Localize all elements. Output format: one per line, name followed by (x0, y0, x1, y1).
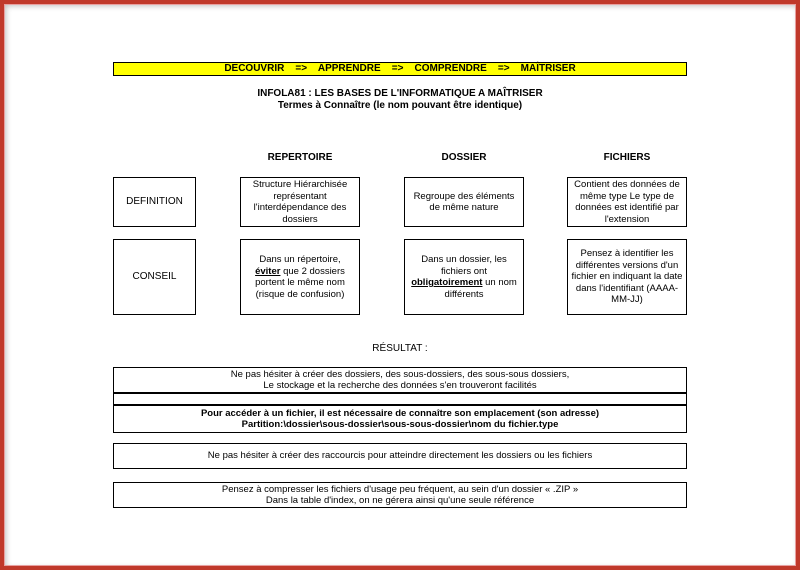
conseil-dossier-after: un nom différents (444, 277, 517, 300)
conseil-repertoire-before: Dans un répertoire, (259, 254, 341, 265)
conseil-repertoire-after: que 2 dossiers portent le même nom (risque de confusion) (255, 265, 345, 300)
resultat-item-4-line-1: Pensez à compresser les fichiers d'usage peu fréquent, au sein d'un dossier « .ZIP » (221, 483, 579, 495)
resultat-spacer-row (113, 393, 687, 405)
resultat-label: RÉSULTAT : (372, 343, 428, 354)
row-label-conseil (113, 239, 196, 315)
page-subtitle: Termes à Connaître (le nom pouvant être identique) (277, 100, 523, 111)
resultat-item-4 (113, 482, 687, 508)
definition-repertoire-text: Structure Hiérarchisée représentant l'interdépendance des dossiers (252, 179, 348, 225)
resultat-item-1 (113, 367, 687, 393)
resultat-item-3 (113, 443, 687, 469)
conseil-fichiers-cell (567, 239, 687, 315)
resultat-item-1-line-2: Le stockage et la recherche des données s'en trouveront facilités (263, 380, 537, 391)
row-label-conseil-text: CONSEIL (132, 271, 177, 283)
resultat-item-4-line-2: Dans la table d'index, on ne gérera ainsi qu'une seule référence (265, 495, 535, 506)
definition-dossier-text: Regroupe des éléments de même nature (413, 190, 515, 213)
column-header-repertoire: REPERTOIRE (267, 152, 333, 163)
conseil-fichiers-text: Pensez à identifier les différentes versions d'un fichier en indiquant la date dans l'identifiant (AAAA-MM-JJ) (571, 248, 683, 306)
column-header-fichiers: FICHIERS (603, 152, 651, 163)
conseil-dossier-cell (404, 239, 524, 315)
definition-fichiers-text: Contient des données de même type Le type de données est identifié par l'extension (574, 179, 680, 225)
resultat-item-2-line-2: Partition:\dossier\sous-dossier\sous-sous-dossier\nom du fichier.type (241, 419, 559, 430)
row-label-definition (113, 177, 196, 227)
conseil-dossier-before: Dans un dossier, les fichiers ont (421, 254, 507, 277)
resultat-item-2-line-1: Pour accéder à un fichier, il est nécessaire de connaître son emplacement (son adresse) (200, 407, 600, 419)
conseil-repertoire-emph: éviter (255, 265, 281, 277)
conseil-repertoire-text (243, 254, 357, 300)
resultat-item-3-text: Ne pas hésiter à créer des raccourcis pour atteindre directement les dossiers ou les fichiers (207, 450, 593, 462)
resultat-item-2 (113, 405, 687, 433)
row-label-definition-text: DEFINITION (126, 196, 183, 208)
definition-dossier-cell (404, 177, 524, 227)
banner: DECOUVRIR => APPRENDRE => COMPRENDRE => MAÎTRISER (113, 62, 687, 76)
column-header-dossier: DOSSIER (441, 152, 487, 163)
conseil-dossier-text (407, 254, 521, 300)
resultat-item-1-line-1: Ne pas hésiter à créer des dossiers, des sous-dossiers, des sous-sous dossiers, (230, 368, 570, 380)
conseil-repertoire-cell (240, 239, 360, 315)
page-title: INFOLA81 : LES BASES DE L'INFORMATIQUE A MAÎTRISER (257, 88, 543, 99)
conseil-dossier-emph: obligatoirement (411, 277, 483, 288)
definition-repertoire-cell (240, 177, 360, 227)
definition-fichiers-cell (567, 177, 687, 227)
